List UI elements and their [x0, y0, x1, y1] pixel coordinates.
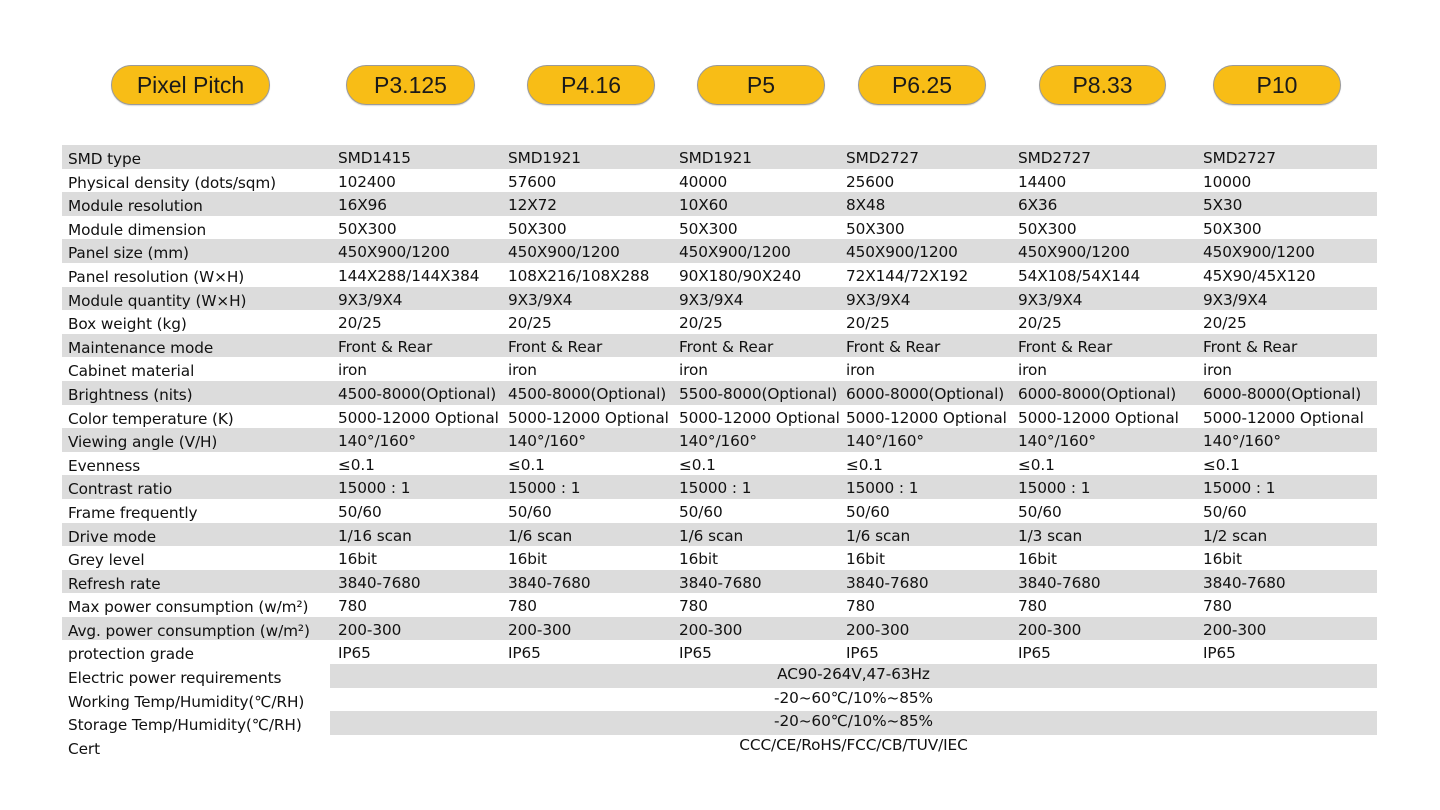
value-cell: 50X300 — [508, 219, 567, 238]
row-label: Electric power requirements — [68, 669, 282, 688]
table-row — [62, 145, 1377, 169]
value-cell: 15000 : 1 — [846, 479, 919, 498]
value-cell: 1/3 scan — [1018, 526, 1083, 545]
value-cell: 3840-7680 — [679, 573, 762, 592]
value-cell: iron — [1018, 361, 1047, 380]
value-cell: 6000-8000(Optional) — [1203, 384, 1362, 403]
value-cell: ≤0.1 — [1203, 455, 1240, 474]
value-cell: ≤0.1 — [338, 455, 375, 474]
row-label: Avg. power consumption (w/m²) — [68, 621, 310, 640]
value-cell: 50X300 — [679, 219, 738, 238]
value-cell: 102400 — [338, 172, 396, 191]
value-cell: 780 — [508, 597, 537, 616]
value-cell: 5000-12000 Optional — [679, 408, 840, 427]
value-cell: iron — [508, 361, 537, 380]
value-cell: 72X144/72X192 — [846, 266, 969, 285]
value-cell: 6000-8000(Optional) — [846, 384, 1005, 403]
table-row — [62, 640, 1377, 664]
value-cell: 10X60 — [679, 196, 728, 215]
value-cell: 8X48 — [846, 196, 886, 215]
value-cell: ≤0.1 — [679, 455, 716, 474]
value-cell: 1/2 scan — [1203, 526, 1268, 545]
value-cell: 9X3/9X4 — [679, 290, 744, 309]
row-label: Max power consumption (w/m²) — [68, 598, 309, 617]
table-row — [62, 475, 1377, 499]
value-cell: 16bit — [846, 550, 885, 569]
value-cell: 50X300 — [1018, 219, 1077, 238]
value-cell: 50/60 — [338, 502, 382, 521]
table-row — [62, 381, 1377, 405]
value-cell: 3840-7680 — [1203, 573, 1286, 592]
value-cell: 1/6 scan — [679, 526, 744, 545]
value-cell: iron — [679, 361, 708, 380]
row-label: Brightness (nits) — [68, 385, 193, 404]
value-cell: 3840-7680 — [846, 573, 929, 592]
table-row — [62, 216, 1377, 240]
value-cell: 140°/160° — [338, 432, 416, 451]
value-cell: 25600 — [846, 172, 895, 191]
value-cell: 108X216/108X288 — [508, 266, 650, 285]
table-row — [62, 169, 1377, 193]
value-cell: SMD2727 — [1018, 149, 1091, 167]
value-cell: 20/25 — [679, 314, 723, 333]
value-cell: IP65 — [846, 644, 879, 663]
value-cell: 140°/160° — [846, 432, 924, 451]
value-cell: 9X3/9X4 — [508, 290, 573, 309]
row-label: Color temperature (K) — [68, 409, 234, 428]
value-cell: 5000-12000 Optional — [846, 408, 1007, 427]
value-cell: 12X72 — [508, 196, 557, 215]
table-row — [62, 688, 1377, 712]
value-cell: 780 — [1018, 597, 1047, 616]
value-cell: 3840-7680 — [1018, 573, 1101, 592]
value-cell: 16bit — [1018, 550, 1057, 569]
value-cell: 20/25 — [508, 314, 552, 333]
model-pill-p625: P6.25 — [858, 65, 986, 105]
value-cell: 15000 : 1 — [338, 479, 411, 498]
value-cell: 1/6 scan — [846, 526, 911, 545]
value-cell: 16bit — [1203, 550, 1242, 569]
value-cell: IP65 — [508, 644, 541, 663]
value-cell: 16X96 — [338, 196, 387, 215]
table-row — [62, 499, 1377, 523]
value-cell: 16bit — [508, 550, 547, 569]
table-row — [62, 428, 1377, 452]
row-label: Evenness — [68, 456, 141, 475]
value-cell: 20/25 — [1018, 314, 1062, 333]
value-cell: 200-300 — [846, 620, 910, 639]
value-cell: 200-300 — [338, 620, 402, 639]
value-cell: iron — [846, 361, 875, 380]
table-row — [62, 593, 1377, 617]
table-row — [62, 334, 1377, 358]
row-label: Storage Temp/Humidity(℃/RH) — [68, 716, 302, 735]
value-cell: 50/60 — [679, 502, 723, 521]
row-label: Contrast ratio — [68, 480, 173, 499]
pixel-pitch-label-pill: Pixel Pitch — [111, 65, 270, 105]
row-label: Maintenance mode — [68, 338, 214, 357]
value-cell: SMD2727 — [1203, 149, 1276, 167]
value-cell: SMD1415 — [338, 149, 411, 167]
model-pill-p833: P8.33 — [1039, 65, 1166, 105]
value-cell: Front & Rear — [846, 337, 941, 356]
row-label: Physical density (dots/sqm) — [68, 173, 277, 192]
table-row — [62, 287, 1377, 311]
value-cell: 10000 — [1203, 172, 1252, 191]
value-cell: 780 — [846, 597, 875, 616]
value-cell: 40000 — [679, 172, 728, 191]
table-row — [62, 192, 1377, 216]
value-cell: 450X900/1200 — [338, 243, 450, 262]
spanning-value: -20~60℃/10%~85% — [774, 688, 933, 707]
value-cell: 450X900/1200 — [1203, 243, 1315, 262]
value-cell: Front & Rear — [1203, 337, 1298, 356]
value-cell: ≤0.1 — [1018, 455, 1055, 474]
table-row — [62, 735, 1377, 759]
value-cell: Front & Rear — [508, 337, 603, 356]
value-cell: 5000-12000 Optional — [1018, 408, 1179, 427]
value-cell: 3840-7680 — [338, 573, 421, 592]
value-cell: IP65 — [1203, 644, 1236, 663]
model-pill-p416: P4.16 — [527, 65, 655, 105]
value-cell: 450X900/1200 — [508, 243, 620, 262]
row-label: protection grade — [68, 645, 194, 664]
value-cell: 20/25 — [846, 314, 890, 333]
value-cell: 9X3/9X4 — [1018, 290, 1083, 309]
value-cell: 50X300 — [1203, 219, 1262, 238]
value-cell: 450X900/1200 — [1018, 243, 1130, 262]
value-cell: 5X30 — [1203, 196, 1243, 215]
value-cell: 4500-8000(Optional) — [508, 384, 667, 403]
value-cell: Front & Rear — [338, 337, 433, 356]
value-cell: 5000-12000 Optional — [1203, 408, 1364, 427]
row-label: Grey level — [68, 551, 145, 570]
value-cell: 54X108/54X144 — [1018, 266, 1141, 285]
value-cell: 50X300 — [338, 219, 397, 238]
row-label: Drive mode — [68, 527, 157, 546]
row-label: Module dimension — [68, 220, 207, 239]
value-cell: IP65 — [338, 644, 371, 663]
value-cell: 1/16 scan — [338, 526, 412, 545]
value-cell: 9X3/9X4 — [1203, 290, 1268, 309]
value-cell: 6X36 — [1018, 196, 1058, 215]
table-row — [62, 310, 1377, 334]
table-row — [62, 711, 1377, 735]
row-label: Viewing angle (V/H) — [68, 433, 218, 452]
row-label: Frame frequently — [68, 503, 198, 522]
value-cell: Front & Rear — [679, 337, 774, 356]
value-cell: 15000 : 1 — [508, 479, 581, 498]
row-label: SMD type — [68, 150, 141, 168]
value-cell: iron — [338, 361, 367, 380]
row-label: Working Temp/Humidity(℃/RH) — [68, 692, 305, 711]
value-cell: 1/6 scan — [508, 526, 573, 545]
value-cell: 200-300 — [508, 620, 572, 639]
table-row — [62, 546, 1377, 570]
value-cell: SMD1921 — [508, 149, 581, 167]
table-row — [62, 523, 1377, 547]
value-cell: 90X180/90X240 — [679, 266, 802, 285]
model-pill-p10: P10 — [1213, 65, 1341, 105]
value-cell: 200-300 — [679, 620, 743, 639]
spanning-value: CCC/CE/RoHS/FCC/CB/TUV/IEC — [739, 735, 968, 754]
value-cell: 50/60 — [846, 502, 890, 521]
row-label: Refresh rate — [68, 574, 161, 593]
value-cell: 140°/160° — [679, 432, 757, 451]
value-cell: 780 — [1203, 597, 1232, 616]
value-cell: 14400 — [1018, 172, 1067, 191]
value-cell: ≤0.1 — [508, 455, 545, 474]
value-cell: SMD2727 — [846, 149, 919, 167]
value-cell: 200-300 — [1203, 620, 1267, 639]
value-cell: 9X3/9X4 — [338, 290, 403, 309]
value-cell: 16bit — [338, 550, 377, 569]
value-cell: 200-300 — [1018, 620, 1082, 639]
value-cell: 140°/160° — [508, 432, 586, 451]
value-cell: 57600 — [508, 172, 557, 191]
value-cell: 16bit — [679, 550, 718, 569]
value-cell: 3840-7680 — [508, 573, 591, 592]
row-label: Panel size (mm) — [68, 244, 189, 263]
value-cell: 20/25 — [1203, 314, 1247, 333]
value-cell: 5000-12000 Optional — [508, 408, 669, 427]
row-label: Module resolution — [68, 197, 203, 216]
value-cell: ≤0.1 — [846, 455, 883, 474]
spanning-value: -20~60℃/10%~85% — [774, 712, 933, 731]
table-row — [62, 452, 1377, 476]
value-cell: 50/60 — [1203, 502, 1247, 521]
table-row — [62, 570, 1377, 594]
value-cell: 50X300 — [846, 219, 905, 238]
value-cell: 5500-8000(Optional) — [679, 384, 838, 403]
value-cell: 50/60 — [1018, 502, 1062, 521]
value-cell: 450X900/1200 — [846, 243, 958, 262]
value-cell: 45X90/45X120 — [1203, 266, 1316, 285]
value-cell: 15000 : 1 — [1203, 479, 1276, 498]
value-cell: 780 — [679, 597, 708, 616]
value-cell: IP65 — [679, 644, 712, 663]
spanning-value: AC90-264V,47-63Hz — [777, 665, 930, 684]
value-cell: 140°/160° — [1203, 432, 1281, 451]
value-cell: 15000 : 1 — [1018, 479, 1091, 498]
value-cell: 20/25 — [338, 314, 382, 333]
value-cell: 450X900/1200 — [679, 243, 791, 262]
value-cell: Front & Rear — [1018, 337, 1113, 356]
value-cell: SMD1921 — [679, 149, 752, 167]
table-row — [62, 664, 1377, 688]
table-row — [62, 617, 1377, 641]
row-label: Panel resolution (W×H) — [68, 267, 245, 286]
value-cell: 15000 : 1 — [679, 479, 752, 498]
value-cell: 4500-8000(Optional) — [338, 384, 497, 403]
table-row — [62, 405, 1377, 429]
row-label: Box weight (kg) — [68, 315, 187, 334]
model-pill-p5: P5 — [697, 65, 825, 105]
row-label: Cabinet material — [68, 362, 195, 381]
row-label: Module quantity (W×H) — [68, 291, 247, 310]
value-cell: 140°/160° — [1018, 432, 1096, 451]
table-row — [62, 263, 1377, 287]
table-row — [62, 357, 1377, 381]
spec-table — [62, 145, 1377, 758]
table-row — [62, 239, 1377, 263]
value-cell: 780 — [338, 597, 367, 616]
value-cell: 144X288/144X384 — [338, 266, 480, 285]
model-pill-p3125: P3.125 — [346, 65, 475, 105]
value-cell: 50/60 — [508, 502, 552, 521]
value-cell: 6000-8000(Optional) — [1018, 384, 1177, 403]
value-cell: IP65 — [1018, 644, 1051, 663]
row-label: Cert — [68, 739, 100, 758]
value-cell: 9X3/9X4 — [846, 290, 911, 309]
value-cell: iron — [1203, 361, 1232, 380]
value-cell: 5000-12000 Optional — [338, 408, 499, 427]
